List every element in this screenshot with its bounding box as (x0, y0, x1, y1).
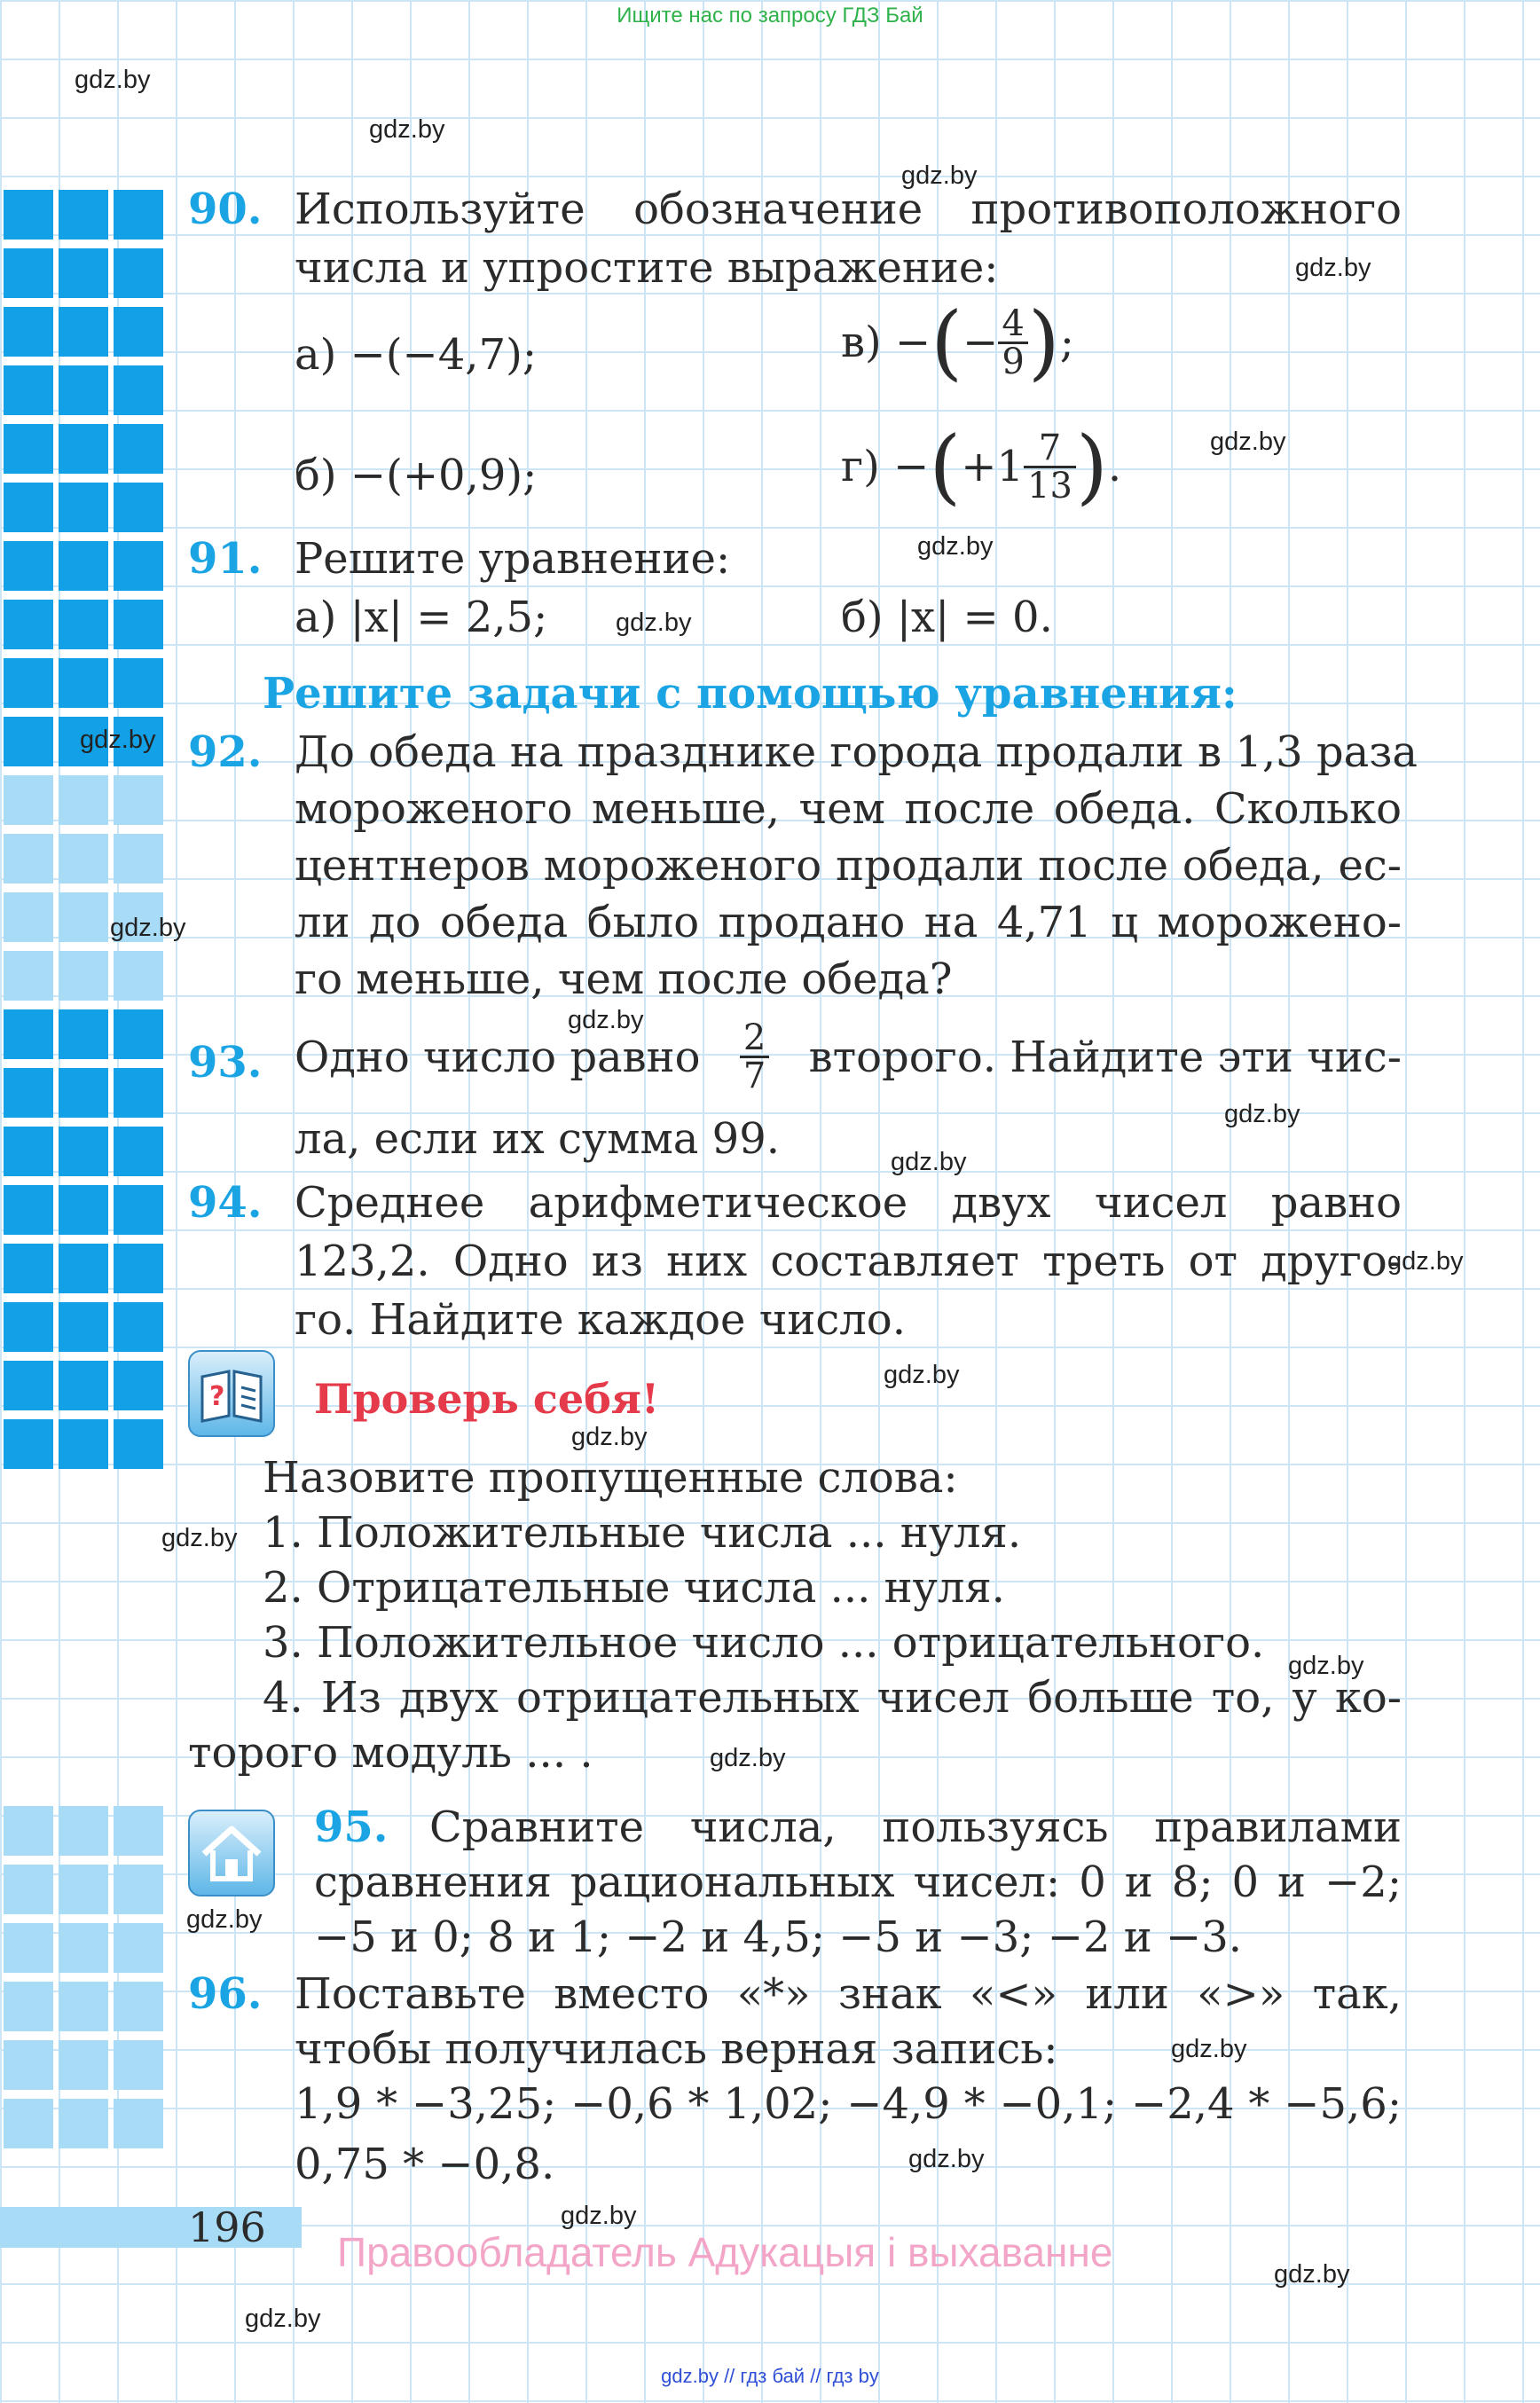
paren-close: ) (1027, 294, 1060, 389)
fraction-denominator: 13 (1027, 465, 1072, 507)
ex90-text-line2: числа и упростите выражение: (295, 243, 999, 293)
check-item-continuation: торого модуль ... . (188, 1728, 593, 1778)
ex92-line: центнеров мороженого продали после обеда, ес- (295, 841, 1402, 891)
watermark: gdz.by (1288, 1652, 1364, 1680)
ex90-part-g (841, 419, 1122, 514)
watermark: gdz.by (1224, 1100, 1300, 1128)
ex91-part-b: б) |x| = 0. (841, 593, 1053, 642)
ex94-line: го. Найдите каждое число. (295, 1295, 906, 1345)
watermark: gdz.by (616, 609, 692, 637)
watermark: gdz.by (186, 1905, 263, 1934)
ex96-line: Поставьте вместо «*» знак «<» или «>» так, (295, 1969, 1402, 2019)
ex90-g-whole: +1 (961, 442, 1025, 491)
ex92-line: До обеда на празднике города продали в 1,3 раза (295, 727, 1418, 777)
watermark: gdz.by (908, 2145, 985, 2173)
watermark: gdz.by (917, 532, 994, 561)
ex90-g-fraction (1024, 427, 1076, 507)
ex94-line: 123,2. Одно из них составляет треть от друго- (295, 1237, 1402, 1286)
watermark: gdz.by (369, 115, 445, 144)
watermark: gdz.by (75, 66, 151, 94)
page-number: 196 (188, 2203, 266, 2251)
fraction-numerator: 4 (998, 306, 1027, 344)
ex93-line1 (295, 1017, 1402, 1096)
copyright-holder: Правообладатель Адукацыя і выхаванне (337, 2229, 1113, 2275)
ex91-number: 91. (188, 534, 263, 584)
ex90-text-line1: Используйте обозначение противоположного (295, 185, 1402, 234)
watermark: gdz.by (1295, 254, 1371, 282)
ex92-line: ли до обеда было продано на 4,71 ц морожено- (295, 898, 1402, 947)
ex96-line: 0,75 * −0,8. (295, 2140, 555, 2189)
ex90-number: 90. (188, 185, 263, 234)
watermark: gdz.by (568, 1006, 644, 1034)
ex90-v-sign: − (962, 318, 999, 367)
ex96-line: 1,9 * −3,25; −0,6 * 1,02; −4,9 * −0,1; −2,4 * −5,6; (295, 2079, 1402, 2129)
ex93-line2: ла, если их сумма 99. (295, 1114, 780, 1164)
check-item: 3. Положительное число ... отрицательного. (263, 1618, 1265, 1668)
ex92-number: 92. (188, 727, 263, 777)
watermark: gdz.by (901, 161, 978, 190)
ex90-v-prefix: в) − (841, 318, 931, 367)
svg-text:?: ? (209, 1381, 225, 1412)
watermark: gdz.by (891, 1148, 967, 1176)
ex93-fraction (740, 1017, 769, 1096)
watermark: gdz.by (245, 2305, 321, 2333)
ex90-part-b: б) −(+0,9); (295, 451, 538, 500)
check-title: Проверь себя! (314, 1375, 660, 1423)
paren-close: ) (1075, 419, 1108, 514)
ex93-part2: второго. Найдите эти чис- (808, 1032, 1402, 1082)
check-item: 1. Положительные числа ... нуля. (263, 1508, 1022, 1558)
watermark: gdz.by (161, 1524, 238, 1552)
watermark: gdz.by (1210, 428, 1286, 456)
ex95-number: 95. (314, 1802, 389, 1852)
ex93-number: 93. (188, 1038, 263, 1088)
ex90-part-v (841, 294, 1074, 389)
ex90-part-a: а) −(−4,7); (295, 330, 537, 380)
paren-open: ( (931, 294, 963, 389)
watermark: gdz.by (1387, 1247, 1464, 1276)
bottom-note: gdz.by // гдз бай // гдз by (661, 2365, 879, 2387)
ex90-v-suffix: ; (1059, 318, 1074, 367)
ex96-number: 96. (188, 1969, 263, 2019)
book-question-icon (188, 1350, 275, 1437)
watermark: gdz.by (80, 726, 156, 754)
ex95-line: −5 и 0; 8 и 1; −2 и 4,5; −5 и −3; −2 и −3. (314, 1912, 1243, 1962)
check-item: 4. Из двух отрицательных чисел больше то, у ко- (263, 1673, 1402, 1723)
watermark: gdz.by (1171, 2035, 1247, 2063)
ex95-line: Сравните числа, пользуясь правилами (429, 1802, 1402, 1852)
paren-open: ( (929, 419, 962, 514)
watermark: gdz.by (571, 1423, 648, 1451)
check-item: 2. Отрицательные числа ... нуля. (263, 1563, 1005, 1613)
ex90-v-fraction (998, 302, 1027, 382)
fraction-numerator: 2 (740, 1020, 769, 1058)
watermark: gdz.by (110, 914, 186, 942)
ex91-part-a: а) |x| = 2,5; (295, 593, 548, 642)
ex94-line: Среднее арифметическое двух чисел равно (295, 1178, 1402, 1228)
ex92-line: го меньше, чем после обеда? (295, 954, 953, 1004)
fraction-denominator: 7 (742, 1056, 766, 1096)
watermark: gdz.by (710, 1744, 786, 1772)
ex93-part1: Одно число равно (295, 1032, 701, 1082)
section-heading: Решите задачи с помощью уравнения: (263, 669, 1238, 719)
ex91-text: Решите уравнение: (295, 534, 731, 584)
house-icon (188, 1810, 275, 1896)
ex96-line: чтобы получилась верная запись: (295, 2024, 1058, 2074)
ex95-line: сравнения рациональных чисел: 0 и 8; 0 и −2; (314, 1857, 1402, 1907)
watermark: gdz.by (884, 1361, 960, 1389)
check-intro: Назовите пропущенные слова: (263, 1453, 958, 1503)
ex90-g-suffix: . (1107, 442, 1122, 491)
ex90-g-prefix: г) − (841, 442, 930, 491)
watermark: gdz.by (1274, 2260, 1350, 2289)
watermark: gdz.by (561, 2202, 637, 2230)
fraction-numerator: 7 (1024, 430, 1076, 468)
ex92-line: мороженого меньше, чем после обеда. Сколько (295, 784, 1402, 834)
ex94-number: 94. (188, 1178, 263, 1228)
fraction-denominator: 9 (1002, 341, 1025, 382)
top-note: Ищите нас по запросу ГДЗ Бай (617, 4, 923, 27)
